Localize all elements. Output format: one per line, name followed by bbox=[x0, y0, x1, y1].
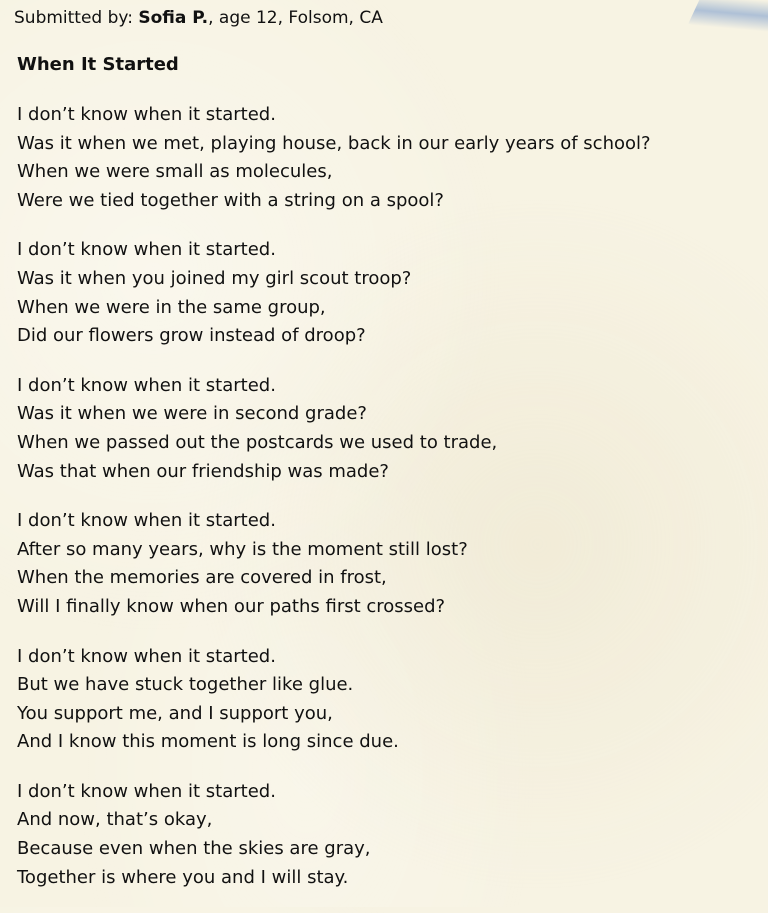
poem-line: Did our flowers grow instead of droop? bbox=[17, 325, 366, 347]
poem-line: Because even when the skies are gray, bbox=[17, 838, 371, 860]
poem-line: When we were small as molecules, bbox=[17, 161, 333, 183]
stanza-4 bbox=[17, 507, 762, 621]
poem-line: I don’t know when it started. bbox=[17, 645, 276, 667]
poem-line: And I know this moment is long since due. bbox=[17, 731, 399, 753]
poem-body bbox=[17, 101, 762, 913]
poem-line: Together is where you and I will stay. bbox=[17, 866, 349, 888]
poem-line: When we passed out the postcards we used to trade, bbox=[17, 431, 498, 453]
poem-line: You support me, and I support you, bbox=[17, 702, 333, 724]
stanza-3 bbox=[17, 372, 762, 486]
stanza-5 bbox=[17, 643, 762, 757]
poem-line: Was it when we were in second grade? bbox=[17, 403, 367, 425]
submitted-by-label: Submitted by: bbox=[14, 8, 133, 28]
poem-line: I don’t know when it started. bbox=[17, 374, 276, 396]
poem-line: And now, that’s okay, bbox=[17, 809, 213, 831]
corner-decoration bbox=[688, 0, 768, 70]
poem-line: Was it when we met, playing house, back in our early years of school? bbox=[17, 132, 651, 154]
poem-line: When we were in the same group, bbox=[17, 296, 326, 318]
poem-line: I don’t know when it started. bbox=[17, 104, 276, 125]
author-details: , age 12, Folsom, CA bbox=[208, 8, 383, 28]
stanza-1 bbox=[17, 101, 762, 215]
poem-line: After so many years, why is the moment still lost? bbox=[17, 538, 468, 560]
poem-line: When the memories are covered in frost, bbox=[17, 567, 387, 589]
stanza-2 bbox=[17, 236, 762, 350]
poem-line: Was that when our friendship was made? bbox=[17, 460, 389, 482]
poem-line: Was it when you joined my girl scout troop? bbox=[17, 267, 412, 289]
poem-line: But we have stuck together like glue. bbox=[17, 674, 354, 696]
author-name: Sofia P. bbox=[138, 8, 209, 28]
poem-line: I don’t know when it started. bbox=[17, 239, 276, 261]
poem-line: I don’t know when it started. bbox=[17, 510, 276, 532]
poem-line: Will I finally know when our paths first crossed? bbox=[17, 595, 446, 617]
poem-title: When It Started bbox=[17, 54, 179, 75]
stanza-6 bbox=[17, 778, 762, 892]
poem-line: I don’t know when it started. bbox=[17, 780, 276, 802]
poem-line: Were we tied together with a string on a spool? bbox=[17, 189, 444, 211]
submission-byline bbox=[14, 6, 383, 30]
